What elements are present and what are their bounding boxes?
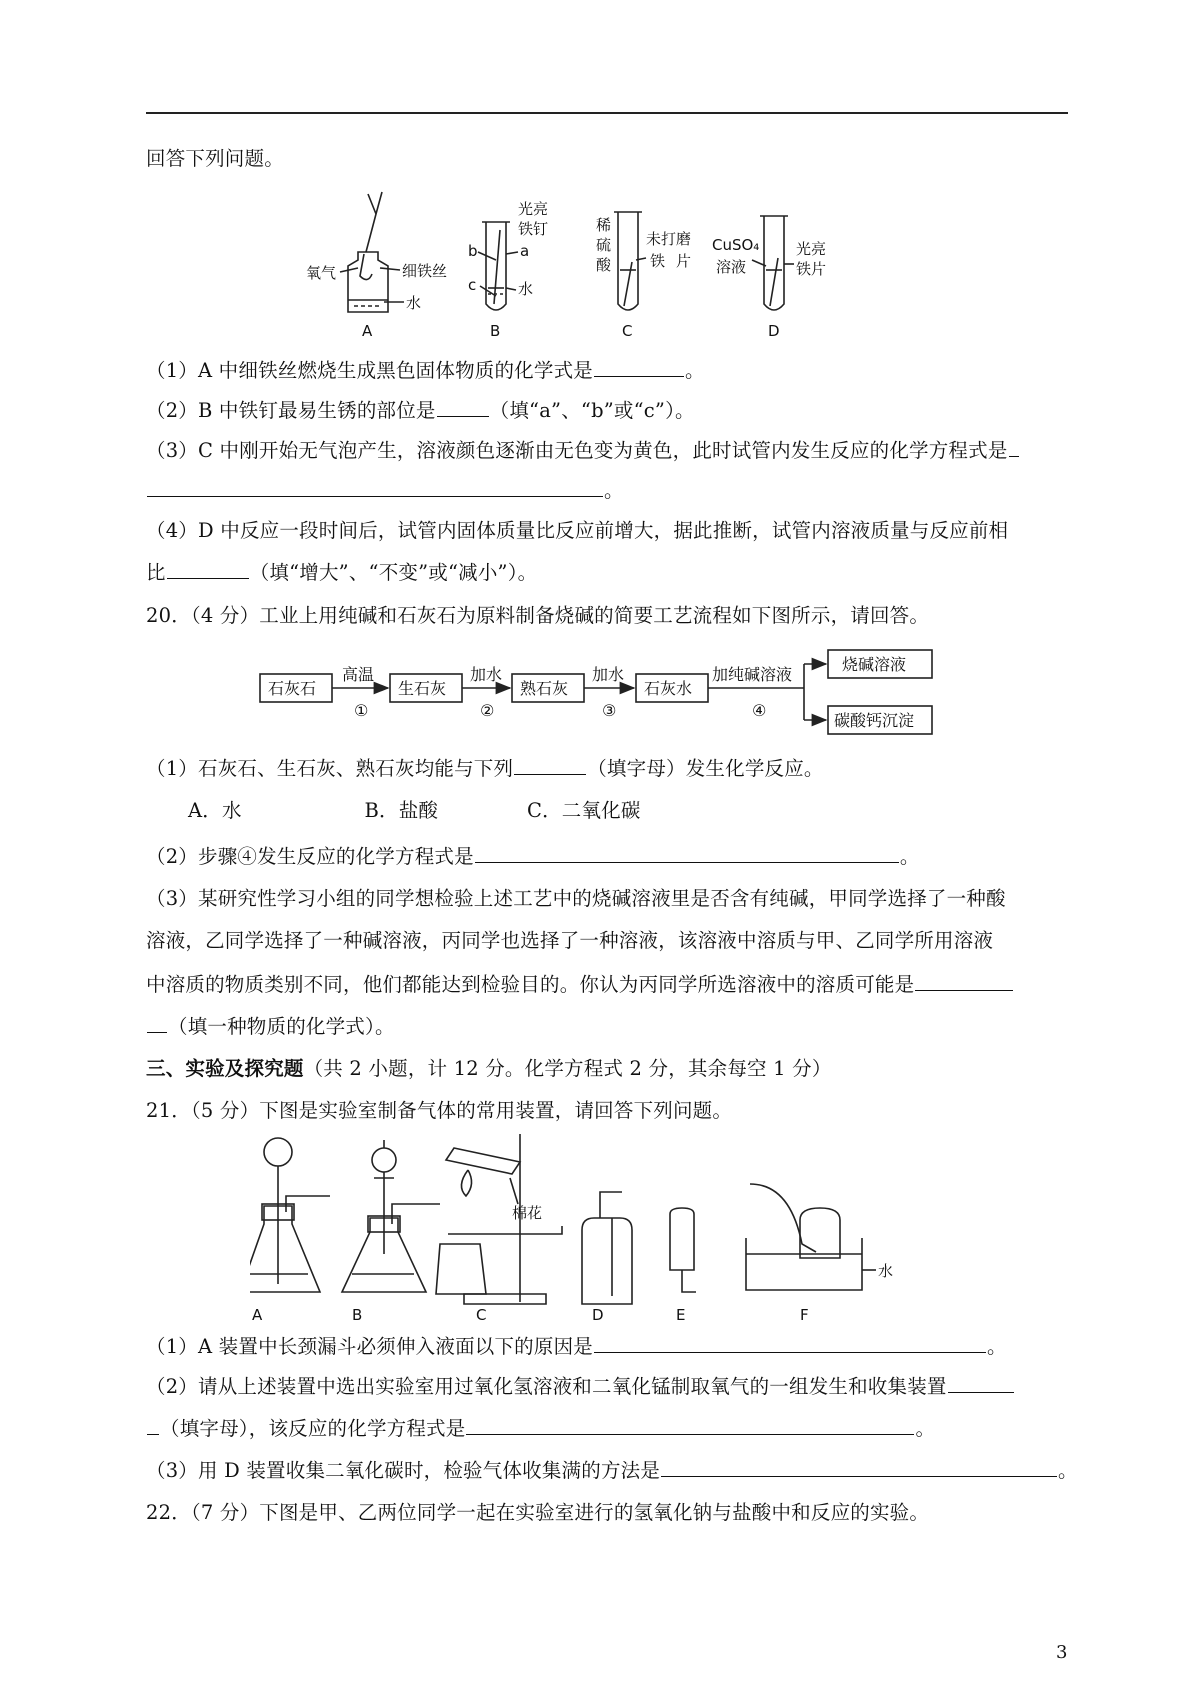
answer-blank[interactable] — [437, 396, 489, 417]
q19-part3-continued: 。 — [146, 476, 624, 504]
fig1-label-b: B — [490, 322, 501, 340]
flow-arrow1-label: 高温 — [342, 665, 375, 684]
fig2-label-e: E — [676, 1306, 686, 1324]
label-sulfur: 硫 — [596, 236, 612, 254]
flow-limewater: 石灰水 — [644, 679, 693, 698]
q20-part2: （2）步骤④发生反应的化学方程式是 。 — [146, 842, 920, 870]
answer-blank[interactable] — [514, 754, 586, 775]
fig1-label-c: C — [622, 322, 633, 340]
flow-caco3: 碳酸钙沉淀 — [834, 711, 915, 730]
flow-limestone: 石灰石 — [268, 679, 317, 698]
q19-part4-continued: 比 （填“增大”、“不变”或“减小”）。 — [146, 558, 537, 586]
flow-step3: ③ — [602, 701, 617, 720]
fig2-label-c: C — [476, 1306, 487, 1324]
label-acid: 酸 — [596, 256, 612, 274]
fig2-label-f: F — [800, 1306, 809, 1324]
q22-title: 22．（7 分）下图是甲、乙两位同学一起在实验室进行的氢氧化钠与盐酸中和反应的实验。 — [146, 1501, 930, 1524]
label-bright-2: 光亮 — [796, 240, 827, 258]
label-c: c — [468, 276, 477, 294]
flow-slaked-lime: 熟石灰 — [520, 679, 569, 698]
q21-part2-continued: （填字母），该反应的化学方程式是 。 — [146, 1414, 935, 1442]
answer-blank[interactable] — [167, 558, 249, 579]
iron-experiments-figure — [300, 184, 940, 340]
label-iron-c: 铁 — [650, 252, 666, 270]
q21-part2: （2）请从上述装置中选出实验室用过氧化氢溶液和二氧化锰制取氧气的一组发生和收集装置 — [146, 1372, 1015, 1400]
q19-part4: （4）D 中反应一段时间后，试管内固体质量比反应前增大，据此推断，试管内溶液质量与反应前相 — [146, 519, 1009, 542]
label-cotton: 棉花 — [512, 1204, 543, 1222]
answer-blank[interactable] — [915, 970, 1013, 991]
q21-title: 21．（5 分）下图是实验室制备气体的常用装置，请回答下列问题。 — [146, 1099, 733, 1122]
section3-heading: 三、实验及探究题（共 2 小题，计 12 分。化学方程式 2 分，其余每空 1 分） — [146, 1057, 832, 1080]
label-oxygen: 氧气 — [306, 264, 337, 282]
q20-part3-line4: （填一种物质的化学式）。 — [146, 1012, 395, 1040]
intro-text: 回答下列问题。 — [146, 147, 284, 170]
label-iron-sheet: 铁片 — [796, 260, 827, 278]
q21-part3: （3）用 D 装置收集二氧化碳时，检验气体收集满的方法是 。 — [146, 1456, 1078, 1484]
label-sheet-c: 片 — [676, 252, 692, 270]
flow-quicklime: 生石灰 — [398, 679, 447, 698]
q21-part1: （1）A 装置中长颈漏斗必须伸入液面以下的原因是 。 — [146, 1332, 1007, 1360]
answer-blank[interactable] — [594, 356, 684, 377]
fig2-label-d: D — [592, 1306, 604, 1324]
q20-part3-line3: 中溶质的物质类别不同，他们都能达到检验目的。你认为丙同学所选溶液中的溶质可能是 — [146, 970, 1014, 998]
label-dilute: 稀 — [596, 216, 612, 234]
flow-step4: ④ — [752, 701, 767, 720]
answer-blank[interactable] — [466, 1414, 914, 1435]
answer-blank[interactable] — [948, 1372, 1014, 1393]
answer-blank[interactable] — [661, 1456, 1057, 1477]
label-iron-wire: 细铁丝 — [402, 262, 448, 280]
fig1-label-d: D — [768, 322, 780, 340]
answer-blank[interactable] — [147, 1012, 167, 1033]
fig2-label-a: A — [252, 1306, 263, 1324]
q20-title: 20．（4 分）工业上用纯碱和石灰石为原料制备烧碱的简要工艺流程如下图所示，请回答。 — [146, 604, 930, 627]
flow-step1: ① — [354, 701, 369, 720]
fig1-label-a: A — [362, 322, 373, 340]
option-a[interactable]: A．水 — [188, 799, 242, 822]
flow-arrow3-label: 加水 — [592, 665, 625, 684]
label-nail: 铁钉 — [518, 220, 549, 238]
q19-part2: （2）B 中铁钉最易生锈的部位是 （填“a”、“b”或“c”）。 — [146, 396, 695, 424]
label-water-f: 水 — [878, 1262, 894, 1280]
page-number: 3 — [1056, 1642, 1068, 1663]
gas-apparatus-figure — [250, 1134, 970, 1324]
q20-part3-line2: 溶液，乙同学选择了一种碱溶液，丙同学也选择了一种溶液，该溶液中溶质与甲、乙同学所用溶液 — [146, 929, 994, 952]
answer-blank[interactable] — [147, 1414, 159, 1435]
label-b: b — [468, 242, 478, 260]
q20-options — [188, 798, 641, 824]
label-cuso4: CuSO₄ — [712, 236, 760, 254]
label-a: a — [520, 242, 530, 260]
option-b[interactable]: B．盐酸 — [364, 799, 439, 822]
answer-blank[interactable] — [1009, 436, 1019, 457]
option-c[interactable]: C．二氧化碳 — [526, 799, 641, 822]
header-rule — [146, 112, 1068, 114]
q19-part1: （1）A 中细铁丝燃烧生成黑色固体物质的化学式是 。 — [146, 356, 705, 384]
q19-part3: （3）C 中刚开始无气泡产生，溶液颜色逐渐由无色变为黄色，此时试管内发生反应的化学方程式是 — [146, 436, 1020, 464]
flow-arrow4-label: 加纯碱溶液 — [712, 665, 793, 684]
answer-blank[interactable] — [475, 842, 899, 863]
label-unpolished: 未打磨 — [646, 230, 692, 248]
answer-blank[interactable] — [594, 1332, 986, 1353]
process-flowchart — [258, 648, 958, 738]
flow-step2: ② — [480, 701, 495, 720]
q20-part3-line1: （3）某研究性学习小组的同学想检验上述工艺中的烧碱溶液里是否含有纯碱，甲同学选择了一种酸 — [146, 887, 1006, 910]
fig2-label-b: B — [352, 1306, 363, 1324]
label-water-a: 水 — [406, 294, 422, 312]
flow-arrow2-label: 加水 — [470, 665, 503, 684]
answer-blank[interactable] — [147, 476, 603, 497]
flow-caustic-soda: 烧碱溶液 — [842, 655, 907, 674]
label-water-b: 水 — [518, 280, 534, 298]
label-solution: 溶液 — [716, 258, 747, 276]
q20-part1: （1）石灰石、生石灰、熟石灰均能与下列 （填字母）发生化学反应。 — [146, 754, 824, 782]
label-bright-1: 光亮 — [518, 200, 549, 218]
